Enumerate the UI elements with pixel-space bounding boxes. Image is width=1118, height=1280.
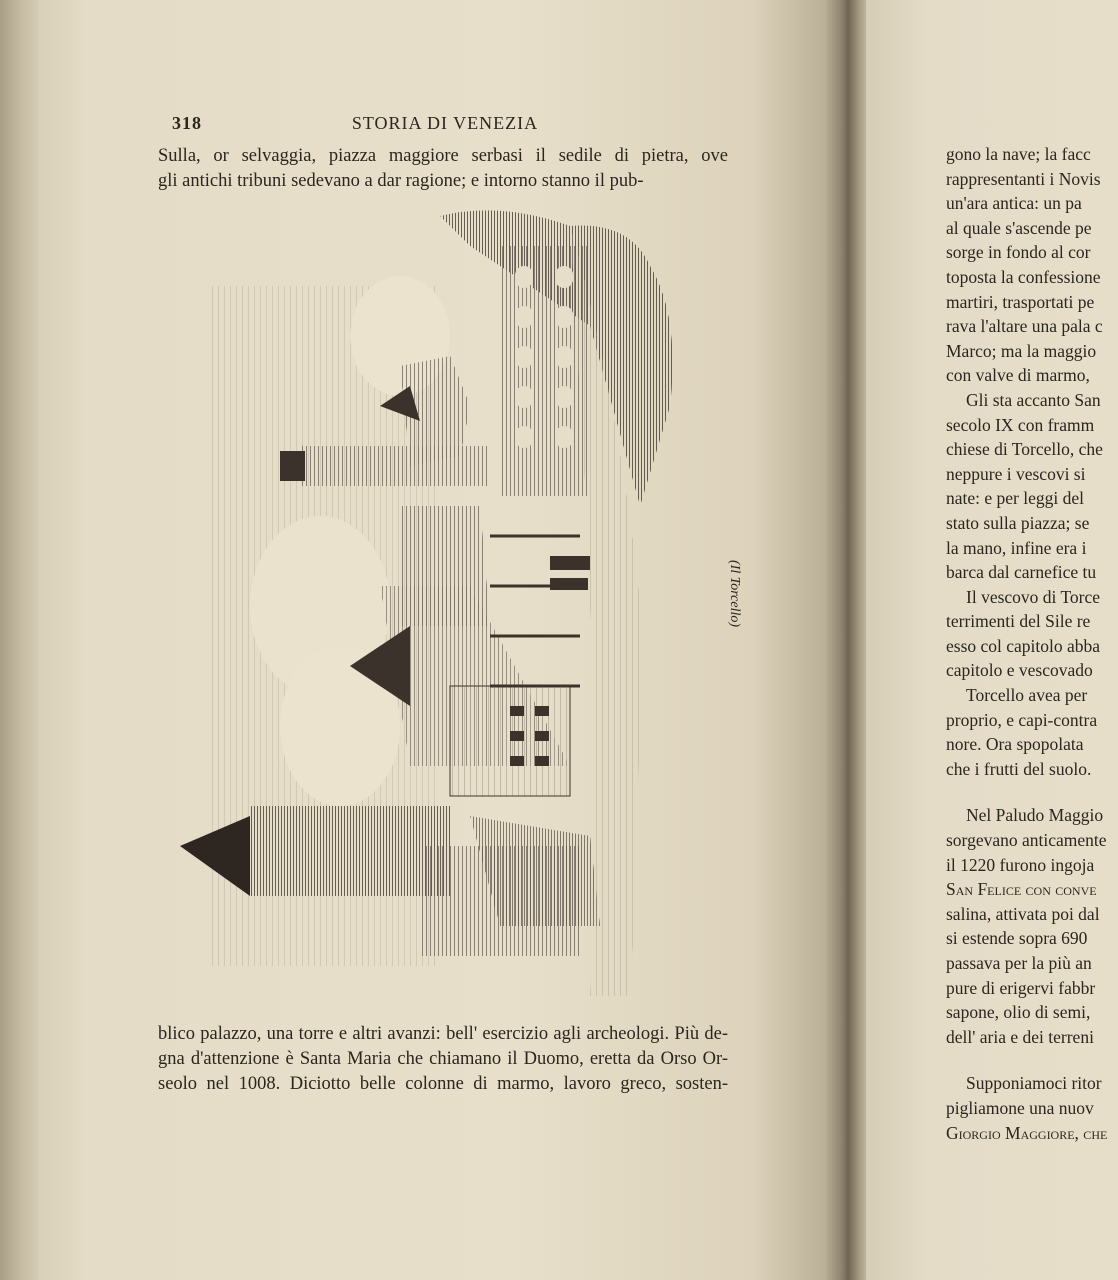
text-line: barca dal carnefice tu <box>946 562 1097 583</box>
text-line: pigliamone una nuov <box>946 1097 1094 1118</box>
text-line: gna d'attenzione è Santa Maria che chiamano il Duomo, eretta da Orso Or- <box>158 1049 728 1069</box>
page-number: 318 <box>172 113 202 133</box>
text-line: Il vescovo di Torce <box>966 586 1101 607</box>
text-line: gli antichi tribuni sedevano a dar ragione; e intorno stanno il pub- <box>158 171 644 191</box>
text-line: proprio, e capi-contra <box>946 709 1098 730</box>
text-line: secolo IX con framm <box>946 414 1095 435</box>
body-text-top <box>158 144 728 194</box>
book-gutter <box>826 0 870 1280</box>
text-line: Nel Paludo Maggio <box>966 805 1104 826</box>
text-line: chiese di Torcello, che <box>946 439 1103 460</box>
engraving-illustration <box>170 206 730 1001</box>
text-line: rappresentanti i Novis <box>946 168 1101 189</box>
text-line: Sulla, or selvaggia, piazza maggiore serbasi il sedile di pietra, ove <box>158 146 728 166</box>
text-line: Supponiamoci ritor <box>966 1073 1102 1094</box>
page-edge <box>0 0 38 1280</box>
text-line: nore. Ora spopolata <box>946 734 1084 755</box>
text-line: pure di erigervi fabbr <box>946 977 1096 998</box>
text-line: seolo nel 1008. Diciotto belle colonne di marmo, lavoro greco, sosten- <box>158 1074 728 1094</box>
text-line: martiri, trasportati pe <box>946 291 1095 312</box>
text-line: si estende sopra 690 <box>946 928 1088 949</box>
body-text-bottom <box>158 1022 728 1097</box>
text-line: con valve di marmo, <box>946 365 1090 386</box>
text-line: terrimenti del Sile re <box>946 611 1091 632</box>
text-line: il 1220 furono ingoja <box>946 854 1095 875</box>
text-line: San Felice con conve <box>946 879 1097 900</box>
text-line: neppure i vescovi si <box>946 463 1086 484</box>
text-line: passava per la più an <box>946 953 1092 973</box>
text-line: dell' aria e dei terreni <box>946 1026 1094 1047</box>
text-line: rava l'altare una pala c <box>946 316 1103 337</box>
text-line: nate: e per leggi del <box>946 488 1084 509</box>
text-line: al quale s'ascende pe <box>946 217 1092 238</box>
figures <box>550 556 590 590</box>
text-line: che i frutti del suolo. <box>946 758 1092 779</box>
text-line: sorgevano anticamente <box>946 830 1107 851</box>
text-line: gono la nave; la facc <box>946 144 1091 164</box>
campanile <box>300 446 490 486</box>
text-line: Giorgio Maggiore, che <box>946 1122 1108 1143</box>
text-line: stato sulla piazza; se <box>946 512 1090 533</box>
text-line: la mano, infine era i <box>946 537 1087 558</box>
right-page-text <box>946 142 1118 1145</box>
text-line: sapone, olio di semi, <box>946 1002 1091 1023</box>
campanile-top <box>280 451 305 481</box>
text-line: blico palazzo, una torre e altri avanzi: bell' esercizio agli archeologi. Più de- <box>158 1024 728 1044</box>
text-line: esso col capitolo abba <box>946 635 1101 656</box>
text-line: sorge in fondo al cor <box>946 242 1091 263</box>
running-title: STORIA DI VENEZIA <box>351 113 539 133</box>
text-line: salina, attivata poi dal <box>946 903 1100 924</box>
text-line: Torcello avea per <box>966 685 1088 706</box>
text-line: Marco; ma la maggio <box>946 340 1097 361</box>
text-line: toposta la confessione <box>946 266 1101 287</box>
illustration-caption: (Il Torcello) <box>727 560 742 628</box>
text-line: capitolo e vescovado <box>946 660 1093 681</box>
page-header <box>160 113 730 139</box>
text-line: un'ara antica: un pa <box>946 193 1082 214</box>
text-line: Gli sta accanto San <box>966 389 1101 410</box>
